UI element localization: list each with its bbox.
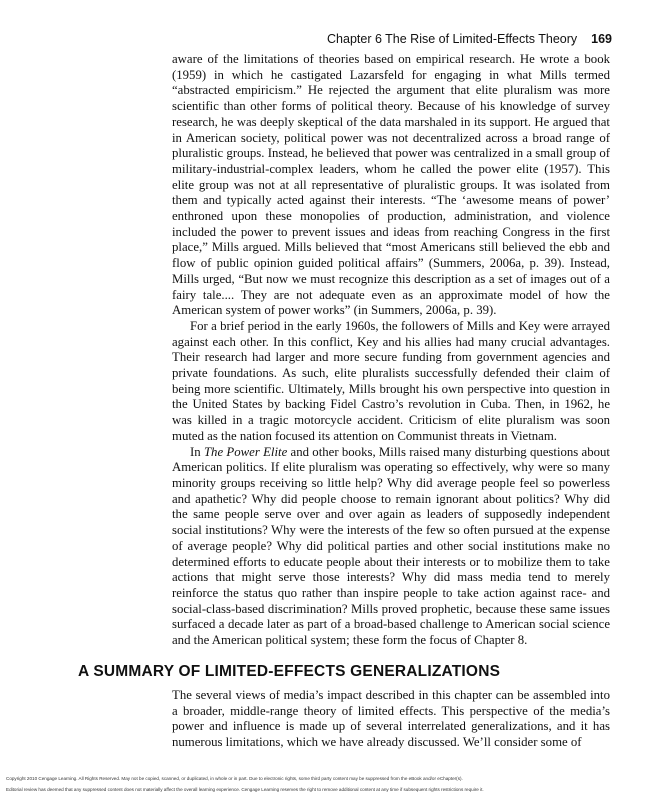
paragraph: For a brief period in the early 1960s, the followers of Mills and Key were arrayed against each other. In this conflict, Key and his allies had many crucial advantages. Their research had larger and more secure funding from government agencies and private foundations. As such, elite pluralists successfully defended their claim of being more scientific. Ultimately, Mills brought his own perspective into question in the United States by backing Fidel Castro’s revolution in Cuba. Then, in 1962, he was killed in a tragic motorcycle accident. Criticism of elite pluralism was soon muted as the nation focused its attention on Communist threats in Vietnam. xyxy=(172,318,610,443)
paragraph xyxy=(172,445,610,649)
page-number: 169 xyxy=(591,32,612,46)
section-heading: A SUMMARY OF LIMITED-EFFECTS GENERALIZATIONS xyxy=(78,663,501,680)
body-text xyxy=(172,52,610,649)
chapter-title: Chapter 6 The Rise of Limited-Effects Theory xyxy=(327,32,578,46)
paragraph-start: In xyxy=(190,444,204,459)
paragraph: The several views of media’s impact described in this chapter can be assembled into a broader, middle-range theory of limited effects. This perspective of the media’s power and influence is made up of several interrelated generalizations, and it has numerous limitations, which we have already discussed. We’ll consider some of xyxy=(172,688,610,750)
copyright-notice: Copyright 2010 Cengage Learning. All Rights Reserved. May not be copied, scanned, or duplicated, in whole or in part. Due to electronic rights, some third party content may be suppressed from the eBook and/or eChapter(s). xyxy=(6,776,463,781)
paragraph-rest: and other books, Mills raised many disturbing questions about American politics. If elite pluralism was operating so effectively, why were so many minority groups receiving so little help? Why did average people feel so powerless and apathetic? Why did people choose to remain ignorant about politics? Why did the same people serve over and over again as leaders of supposedly independent social institutions? Why were the interests of the few so often pursued at the expense of average people? Why did political parties and other social institutions make no determined efforts to educate people about their interests or to mobilize them to take actions that might serve those interests? Why did mass media tend to merely reinforce the status quo rather than inspire people to take action against race- and social-class-based discrimination? Mills proved prophetic, because these same issues surfaced a decade later as part of a broad-based challenge to American social science and the American political system; these form the focus of Chapter 8. xyxy=(172,444,610,648)
section-body xyxy=(172,688,610,751)
running-header xyxy=(327,32,612,46)
editorial-notice: Editorial review has deemed that any suppressed content does not materially affect the overall learning experience. Cengage Learning reserves the right to remove additional content at any time if subsequent rights restrictions require it. xyxy=(6,787,484,792)
book-title: The Power Elite xyxy=(203,444,288,459)
paragraph: aware of the limitations of theories based on empirical research. He wrote a book (1959) in which he castigated Lazarsfeld for engaging in what Mills termed “abstracted empiricism.” He rejected the argument that elite pluralism was more scientific than other forms of political theory. Because of his knowledge of survey research, he was deeply skeptical of the data marshaled in its support. He argued that in American society, political power was not decentralized across a broad range of pluralistic groups. Instead, he believed that power was centralized in a small group of military-industrial-complex leaders, whom he called the power elite (1957). This elite group was not at all representative of pluralistic groups. It was isolated from them and typically acted against their interests. “The ‘awesome means of power’ enthroned upon these monopolies of production, administration, and violence included the power to prevent issues and ideas from reaching Congress in the first place,” Mills argued. Mills believed that “most Americans still believed the ebb and flow of public opinion guided political affairs” (Summers, 2006a, p. 39). Instead, Mills urged, “But now we must recognize this description as a set of images out of a fairy tale.... They are not adequate even as an approximate model of how the American system of power works” (in Summers, 2006a, p. 39). xyxy=(172,52,610,318)
